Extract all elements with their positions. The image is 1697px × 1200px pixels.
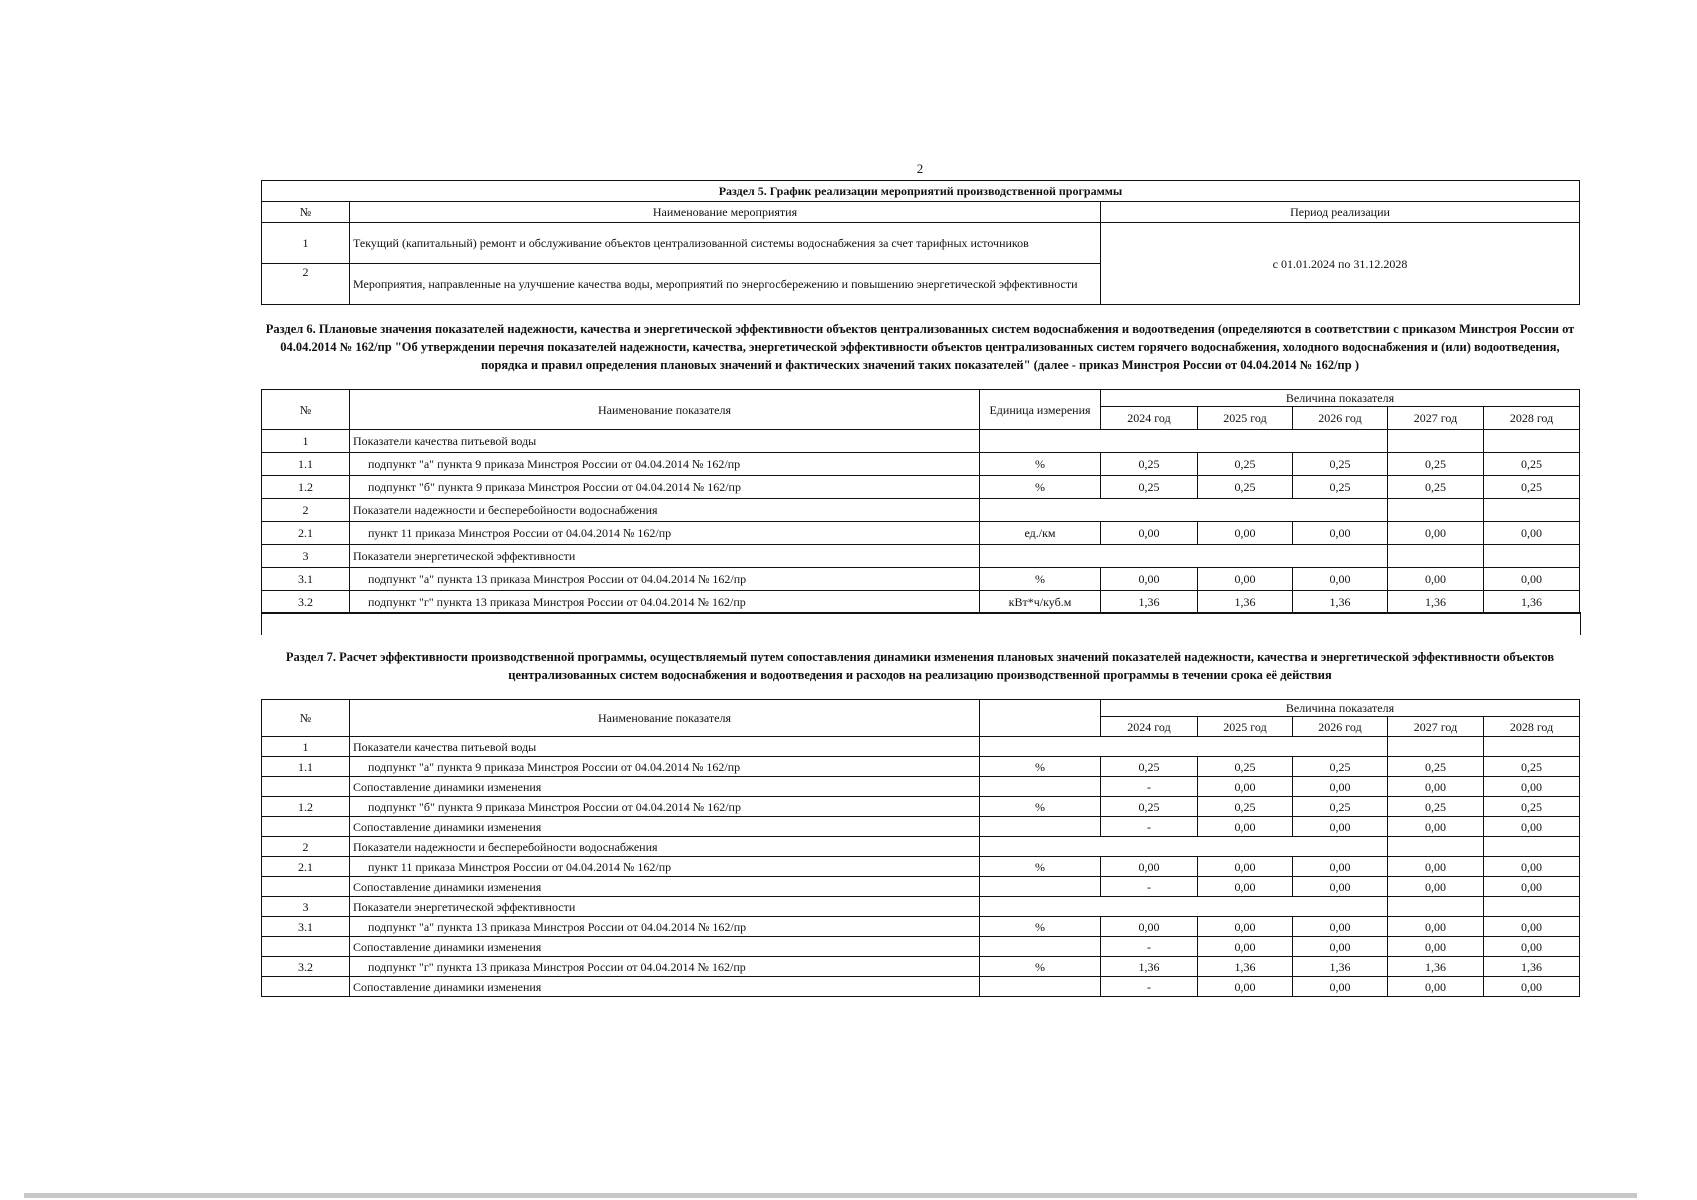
value-cell: 1,36 [1101, 957, 1198, 977]
value-cell: 0,25 [1101, 476, 1198, 499]
indicator-name: пункт 11 приказа Минстроя России от 04.04.2014 № 162/пр [350, 857, 980, 877]
group-filler [980, 545, 1388, 568]
header-indicator-name: Наименование показателя [350, 390, 980, 430]
indicator-name: Сопоставление динамики изменения [350, 817, 980, 837]
header-value: Величина показателя [1101, 390, 1580, 407]
group-row [262, 499, 1580, 522]
value-cell: 0,00 [1198, 817, 1293, 837]
group-row [262, 737, 1580, 757]
value-cell: 0,00 [1484, 777, 1580, 797]
unit-cell [980, 977, 1101, 997]
value-cell: 0,00 [1101, 522, 1198, 545]
row-num [262, 937, 350, 957]
value-cell: 0,00 [1293, 568, 1388, 591]
group-row [262, 837, 1580, 857]
value-cell: 0,00 [1198, 977, 1293, 997]
value-cell: 0,25 [1484, 757, 1580, 777]
unit-cell: ед./км [980, 522, 1101, 545]
row-num: 2 [262, 264, 350, 305]
value-cell: 0,00 [1198, 877, 1293, 897]
value-cell: 0,00 [1388, 877, 1484, 897]
table-row [262, 522, 1580, 545]
value-cell: 0,00 [1198, 568, 1293, 591]
group-filler-2028 [1484, 737, 1580, 757]
value-cell: 1,36 [1293, 591, 1388, 614]
value-cell: - [1101, 937, 1198, 957]
section5-title: Раздел 5. График реализации мероприятий производственной программы [262, 181, 1580, 202]
unit-cell: % [980, 917, 1101, 937]
row-num: 2.1 [262, 857, 350, 877]
header-unit-empty [980, 700, 1101, 737]
table-row [262, 591, 1580, 614]
row-num: 2 [262, 837, 350, 857]
group-filler-2027 [1388, 430, 1484, 453]
row-num: 1 [262, 430, 350, 453]
value-cell: 0,25 [1293, 757, 1388, 777]
group-filler-2027 [1388, 737, 1484, 757]
header-year: 2024 год [1101, 717, 1198, 737]
activity-name: Текущий (капитальный) ремонт и обслуживание объектов централизованной системы водоснабжения за счет тарифных источников [350, 223, 1101, 264]
row-num [262, 817, 350, 837]
value-cell: 0,25 [1293, 476, 1388, 499]
unit-cell [980, 877, 1101, 897]
value-cell: 0,00 [1388, 917, 1484, 937]
table-row [262, 453, 1580, 476]
indicator-name: Сопоставление динамики изменения [350, 977, 980, 997]
row-num: 1.2 [262, 797, 350, 817]
value-cell: 0,00 [1293, 777, 1388, 797]
table-row [262, 937, 1580, 957]
table-row [262, 857, 1580, 877]
group-filler-2027 [1388, 837, 1484, 857]
header-year: 2027 год [1388, 407, 1484, 430]
value-cell: 0,25 [1101, 453, 1198, 476]
value-cell: - [1101, 977, 1198, 997]
value-cell: 1,36 [1198, 957, 1293, 977]
value-cell: 0,00 [1484, 857, 1580, 877]
group-filler-2027 [1388, 499, 1484, 522]
value-cell: 0,25 [1388, 476, 1484, 499]
value-cell: 0,25 [1198, 757, 1293, 777]
row-num: 1 [262, 737, 350, 757]
group-filler [980, 499, 1388, 522]
unit-cell [980, 817, 1101, 837]
value-cell: 0,25 [1484, 476, 1580, 499]
indicator-name: Сопоставление динамики изменения [350, 937, 980, 957]
group-filler [980, 897, 1388, 917]
table-row [262, 917, 1580, 937]
row-num [262, 877, 350, 897]
header-year: 2028 год [1484, 407, 1580, 430]
indicator-name: подпункт "а" пункта 9 приказа Минстроя России от 04.04.2014 № 162/пр [350, 453, 980, 476]
value-cell: 1,36 [1293, 957, 1388, 977]
indicator-name: Сопоставление динамики изменения [350, 777, 980, 797]
table-row [262, 568, 1580, 591]
row-num: 1.1 [262, 757, 350, 777]
indicator-name: подпункт "а" пункта 9 приказа Минстроя России от 04.04.2014 № 162/пр [350, 757, 980, 777]
header-num: № [262, 700, 350, 737]
group-filler [980, 837, 1388, 857]
unit-cell: % [980, 476, 1101, 499]
value-cell: 0,00 [1293, 522, 1388, 545]
section6-title: Раздел 6. Плановые значения показателей надежности, качества и энергетической эффективности объектов централизованных систем водоснабжения и водоотведения (определяются в соответствии с приказом Минстроя России от 04.04.2014 № 162/пр "Об утверждении перечня показателей надежности, качества, энергетической эффективности объектов централизованных систем горячего водоснабжения, холодного водоснабжения и (или) водоотведения, порядка и правил определения плановых значений и фактических значений таких показателей" (далее - приказ Минстроя России от 04.04.2014 № 162/пр ) [265, 322, 1575, 372]
value-cell: 0,25 [1101, 757, 1198, 777]
value-cell: 0,25 [1484, 453, 1580, 476]
activity-name: Мероприятия, направленные на улучшение качества воды, мероприятий по энергосбережению и повышению энергетической эффективности [350, 264, 1101, 305]
spacer-row [261, 612, 1581, 635]
value-cell: 0,00 [1388, 817, 1484, 837]
section7-title: Раздел 7. Расчет эффективности производственной программы, осуществляемый путем сопоставления динамики изменения плановых значений показателей надежности, качества и энергетической эффективности объектов централизованных систем водоснабжения и водоотведения и расходов на реализацию производственной программы в течении срока её действия [285, 650, 1555, 682]
header-num: № [262, 390, 350, 430]
unit-cell: % [980, 797, 1101, 817]
value-cell: 0,00 [1388, 857, 1484, 877]
value-cell: 0,25 [1198, 453, 1293, 476]
value-cell: 0,25 [1388, 757, 1484, 777]
header-year: 2028 год [1484, 717, 1580, 737]
value-cell: 0,00 [1293, 977, 1388, 997]
group-filler [980, 737, 1388, 757]
value-cell: - [1101, 817, 1198, 837]
row-num: 3.2 [262, 591, 350, 614]
header-year: 2026 год [1293, 407, 1388, 430]
unit-cell: % [980, 568, 1101, 591]
header-year: 2027 год [1388, 717, 1484, 737]
unit-cell: кВт*ч/куб.м [980, 591, 1101, 614]
scan-edge-bar [24, 1193, 1637, 1198]
group-filler-2028 [1484, 837, 1580, 857]
value-cell: 0,00 [1101, 857, 1198, 877]
row-num: 3.2 [262, 957, 350, 977]
value-cell: 0,00 [1484, 568, 1580, 591]
header-num: № [262, 202, 350, 223]
indicator-name: подпункт "а" пункта 13 приказа Минстроя России от 04.04.2014 № 162/пр [350, 568, 980, 591]
value-cell: 0,00 [1198, 777, 1293, 797]
section6-body [262, 430, 1580, 614]
value-cell: 1,36 [1484, 591, 1580, 614]
table-row [262, 757, 1580, 777]
indicator-name: подпункт "а" пункта 13 приказа Минстроя России от 04.04.2014 № 162/пр [350, 917, 980, 937]
group-filler-2028 [1484, 545, 1580, 568]
value-cell: 0,00 [1293, 817, 1388, 837]
value-cell: 0,00 [1484, 877, 1580, 897]
indicator-name: подпункт "г" пункта 13 приказа Минстроя России от 04.04.2014 № 162/пр [350, 957, 980, 977]
header-year: 2026 год [1293, 717, 1388, 737]
group-filler-2028 [1484, 499, 1580, 522]
row-num: 2.1 [262, 522, 350, 545]
value-cell: - [1101, 877, 1198, 897]
value-cell: 0,00 [1198, 857, 1293, 877]
value-cell: 0,25 [1293, 797, 1388, 817]
value-cell: 1,36 [1388, 591, 1484, 614]
group-row [262, 545, 1580, 568]
value-cell: 0,00 [1293, 857, 1388, 877]
indicator-name: Показатели надежности и бесперебойности водоснабжения [350, 499, 980, 522]
indicator-name: подпункт "б" пункта 9 приказа Минстроя России от 04.04.2014 № 162/пр [350, 476, 980, 499]
value-cell: 0,00 [1293, 917, 1388, 937]
value-cell: 0,00 [1101, 568, 1198, 591]
row-num: 3.1 [262, 568, 350, 591]
row-num [262, 777, 350, 797]
value-cell: 0,00 [1101, 917, 1198, 937]
unit-cell [980, 937, 1101, 957]
row-num: 3 [262, 897, 350, 917]
header-unit: Единица измерения [980, 390, 1101, 430]
value-cell: 1,36 [1484, 957, 1580, 977]
row-num: 3 [262, 545, 350, 568]
group-filler-2027 [1388, 897, 1484, 917]
section7-body [262, 737, 1580, 997]
section5-table [261, 180, 1580, 305]
table-row [262, 797, 1580, 817]
section7-table [261, 699, 1580, 997]
unit-cell: % [980, 857, 1101, 877]
period-value: с 01.01.2024 по 31.12.2028 [1101, 223, 1580, 305]
indicator-name: Показатели качества питьевой воды [350, 430, 980, 453]
value-cell: 0,25 [1388, 453, 1484, 476]
section6-table [261, 389, 1580, 614]
unit-cell: % [980, 757, 1101, 777]
group-row [262, 897, 1580, 917]
header-activity-name: Наименование мероприятия [350, 202, 1101, 223]
table-row [262, 877, 1580, 897]
table-row [262, 777, 1580, 797]
group-filler-2027 [1388, 545, 1484, 568]
value-cell: 0,00 [1388, 937, 1484, 957]
value-cell: 0,25 [1293, 453, 1388, 476]
unit-cell: % [980, 453, 1101, 476]
indicator-name: Сопоставление динамики изменения [350, 877, 980, 897]
value-cell: 0,25 [1388, 797, 1484, 817]
row-num [262, 977, 350, 997]
value-cell: 0,00 [1388, 777, 1484, 797]
row-num: 2 [262, 499, 350, 522]
group-filler-2028 [1484, 430, 1580, 453]
header-period: Период реализации [1101, 202, 1580, 223]
unit-cell: % [980, 957, 1101, 977]
value-cell: 0,00 [1293, 937, 1388, 957]
value-cell: 1,36 [1101, 591, 1198, 614]
page-number: 2 [916, 161, 924, 176]
value-cell: 0,00 [1198, 522, 1293, 545]
table-row [262, 957, 1580, 977]
indicator-name: Показатели энергетической эффективности [350, 545, 980, 568]
header-year: 2025 год [1198, 407, 1293, 430]
table-row [262, 977, 1580, 997]
group-filler [980, 430, 1388, 453]
value-cell: 0,25 [1198, 476, 1293, 499]
value-cell: 0,00 [1388, 522, 1484, 545]
indicator-name: Показатели качества питьевой воды [350, 737, 980, 757]
row-num: 1.1 [262, 453, 350, 476]
table-row [262, 476, 1580, 499]
value-cell: 0,00 [1293, 877, 1388, 897]
value-cell: 0,00 [1484, 817, 1580, 837]
indicator-name: Показатели надежности и бесперебойности водоснабжения [350, 837, 980, 857]
value-cell: 0,00 [1388, 568, 1484, 591]
group-row [262, 430, 1580, 453]
value-cell: 0,25 [1484, 797, 1580, 817]
value-cell: 0,00 [1198, 917, 1293, 937]
header-year: 2025 год [1198, 717, 1293, 737]
value-cell: 0,00 [1484, 937, 1580, 957]
indicator-name: подпункт "б" пункта 9 приказа Минстроя России от 04.04.2014 № 162/пр [350, 797, 980, 817]
indicator-name: Показатели энергетической эффективности [350, 897, 980, 917]
value-cell: 0,00 [1484, 917, 1580, 937]
header-value: Величина показателя [1101, 700, 1580, 717]
value-cell: 0,00 [1198, 937, 1293, 957]
indicator-name: подпункт "г" пункта 13 приказа Минстроя России от 04.04.2014 № 162/пр [350, 591, 980, 614]
header-indicator-name: Наименование показателя [350, 700, 980, 737]
row-num: 3.1 [262, 917, 350, 937]
value-cell: 1,36 [1198, 591, 1293, 614]
value-cell: - [1101, 777, 1198, 797]
value-cell: 0,25 [1198, 797, 1293, 817]
indicator-name: пункт 11 приказа Минстроя России от 04.04.2014 № 162/пр [350, 522, 980, 545]
row-num: 1 [262, 223, 350, 264]
group-filler-2028 [1484, 897, 1580, 917]
value-cell: 0,25 [1101, 797, 1198, 817]
value-cell: 0,00 [1484, 522, 1580, 545]
row-num: 1.2 [262, 476, 350, 499]
table-row [262, 817, 1580, 837]
unit-cell [980, 777, 1101, 797]
header-year: 2024 год [1101, 407, 1198, 430]
value-cell: 0,00 [1388, 977, 1484, 997]
value-cell: 1,36 [1388, 957, 1484, 977]
value-cell: 0,00 [1484, 977, 1580, 997]
